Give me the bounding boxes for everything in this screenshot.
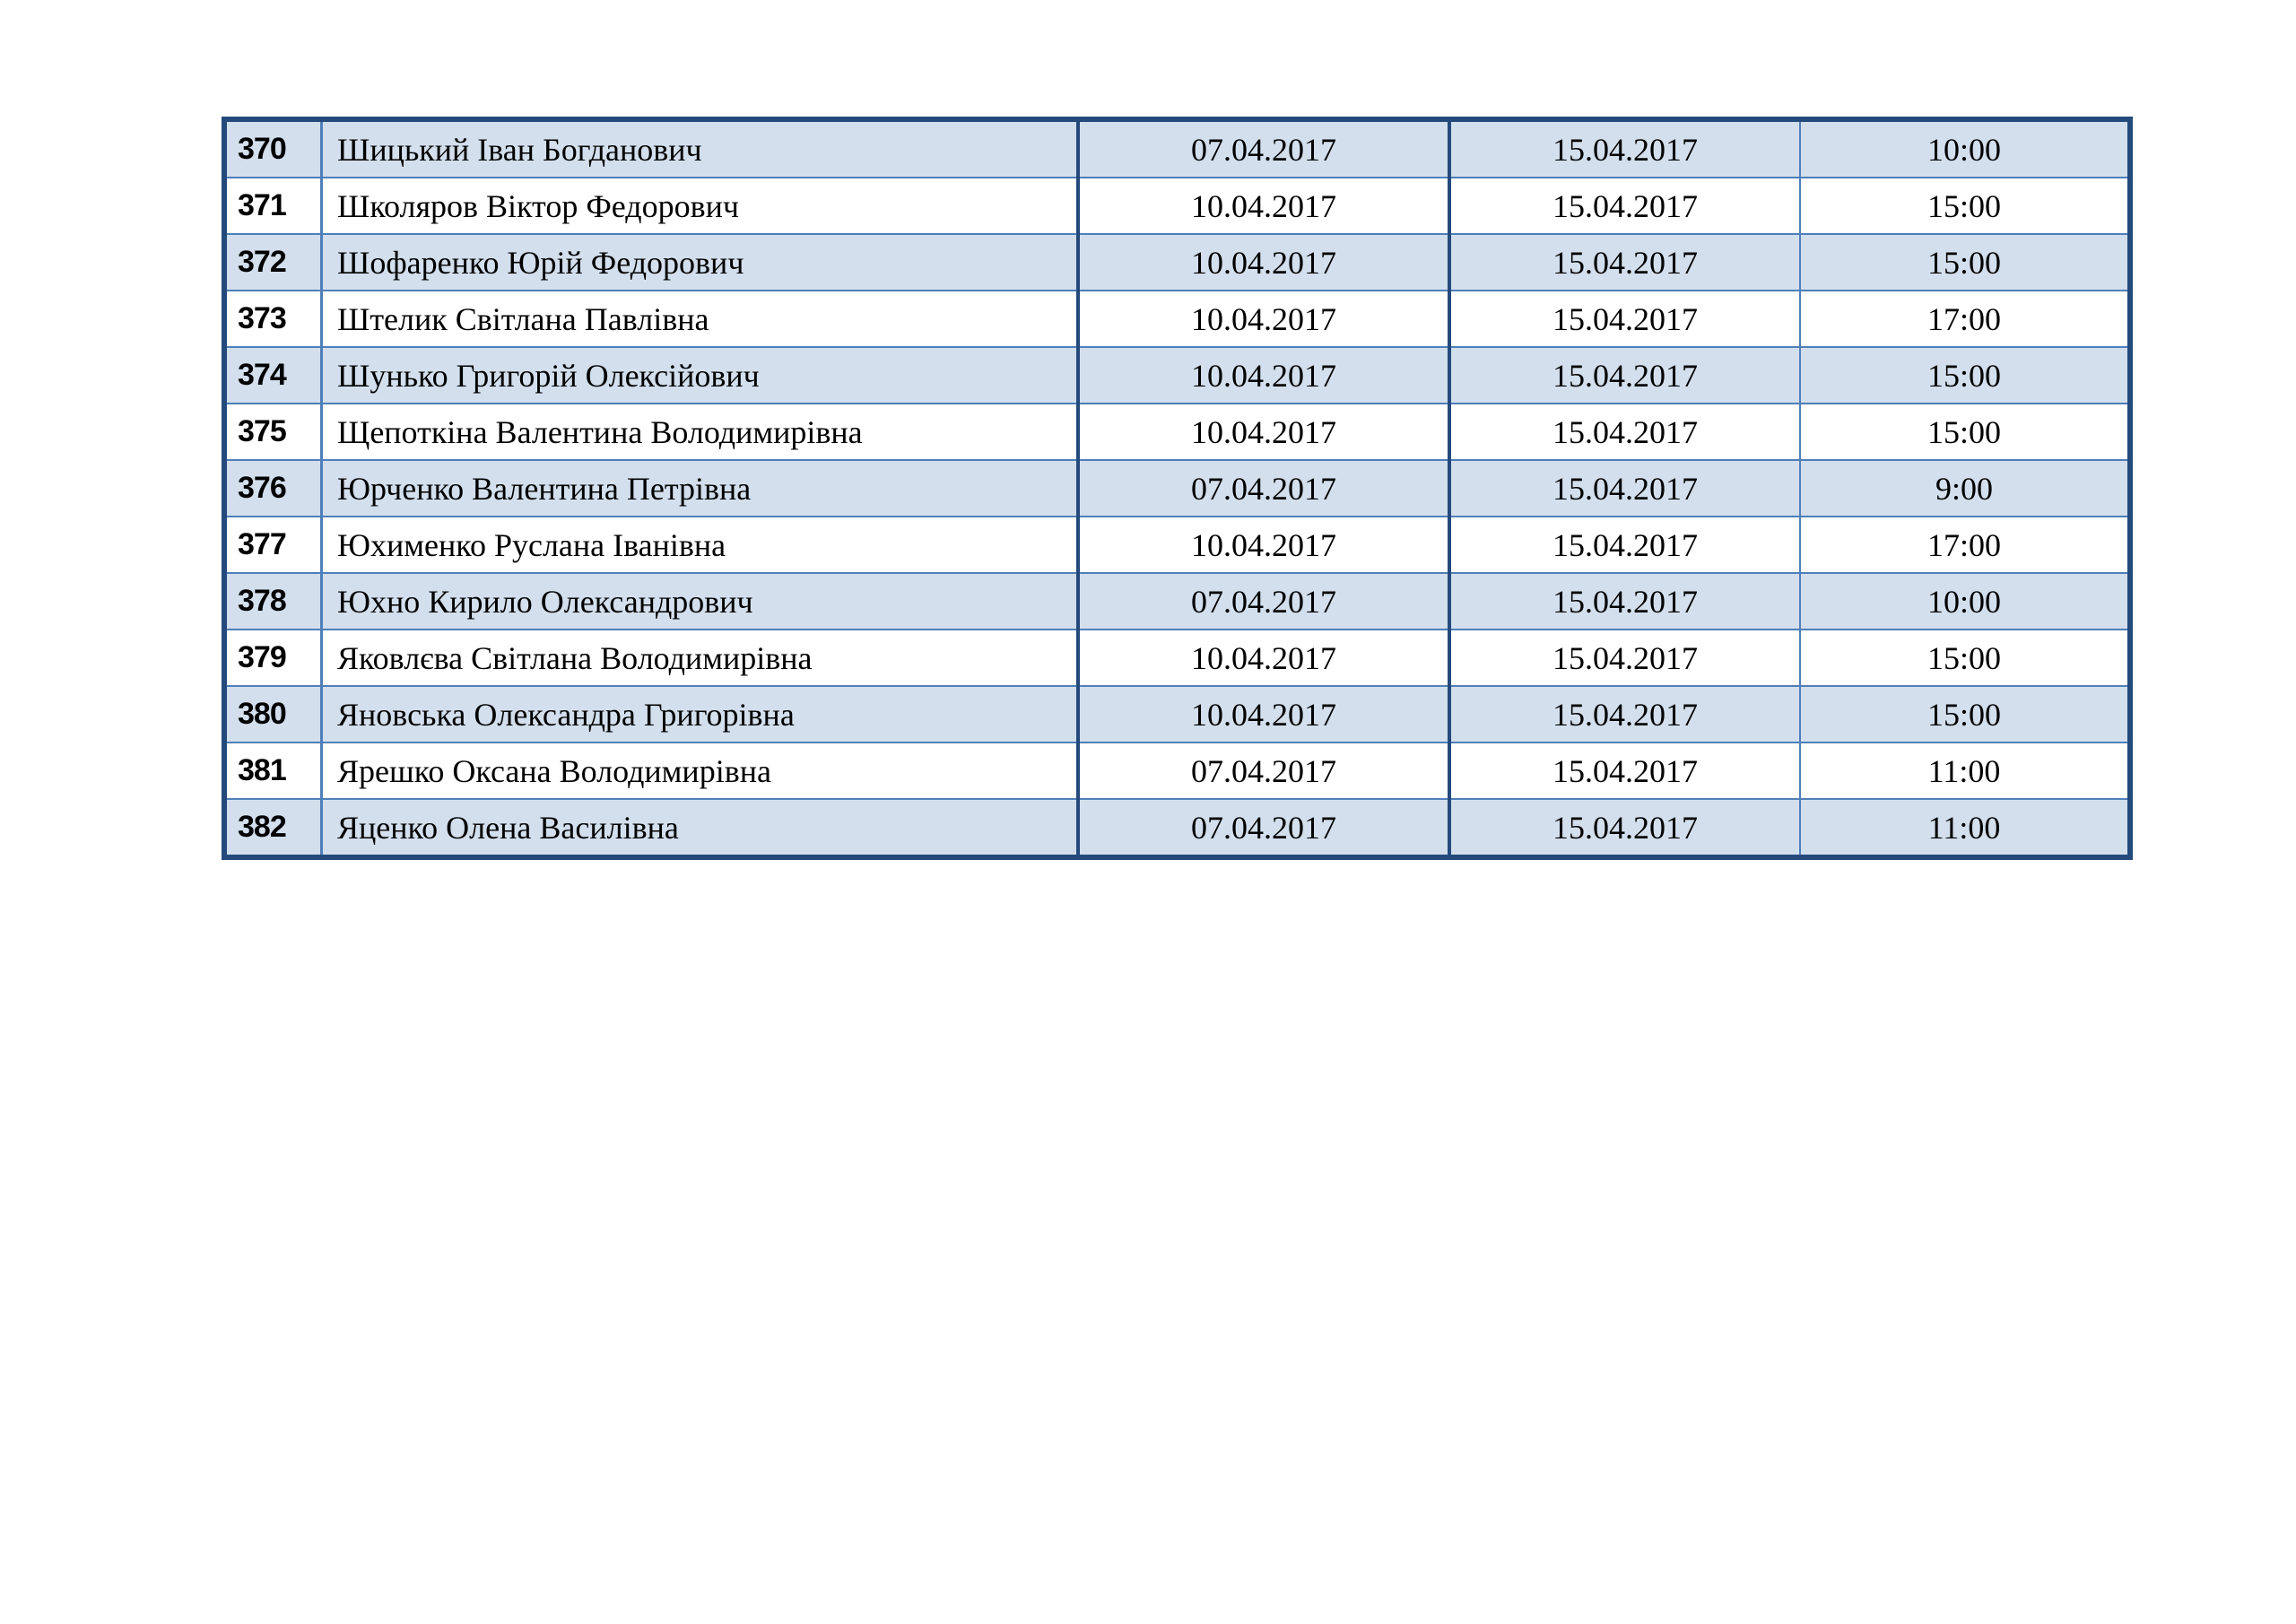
second-date: 15.04.2017 bbox=[1449, 119, 1800, 178]
first-date: 07.04.2017 bbox=[1078, 743, 1449, 799]
table-row bbox=[224, 799, 2130, 857]
table-row bbox=[224, 630, 2130, 686]
person-name: Яновська Олександра Григорівна bbox=[322, 686, 1079, 743]
second-date: 15.04.2017 bbox=[1449, 799, 1800, 857]
person-name: Юхно Кирило Олександрович bbox=[322, 573, 1079, 630]
row-number: 380 bbox=[224, 686, 322, 743]
table-row bbox=[224, 119, 2130, 178]
person-name: Шофаренко Юрій Федорович bbox=[322, 234, 1079, 291]
first-date: 10.04.2017 bbox=[1078, 686, 1449, 743]
row-number: 377 bbox=[224, 517, 322, 573]
person-name: Яковлєва Світлана Володимирівна bbox=[322, 630, 1079, 686]
time: 9:00 bbox=[1800, 460, 2130, 517]
time: 15:00 bbox=[1800, 630, 2130, 686]
first-date: 10.04.2017 bbox=[1078, 517, 1449, 573]
second-date: 15.04.2017 bbox=[1449, 347, 1800, 404]
person-name: Юрченко Валентина Петрівна bbox=[322, 460, 1079, 517]
second-date: 15.04.2017 bbox=[1449, 573, 1800, 630]
time: 15:00 bbox=[1800, 347, 2130, 404]
schedule-table-body bbox=[224, 119, 2130, 857]
row-number: 370 bbox=[224, 119, 322, 178]
row-number: 378 bbox=[224, 573, 322, 630]
person-name: Штелик Світлана Павлівна bbox=[322, 291, 1079, 347]
time: 15:00 bbox=[1800, 404, 2130, 460]
time: 17:00 bbox=[1800, 291, 2130, 347]
table-row bbox=[224, 686, 2130, 743]
second-date: 15.04.2017 bbox=[1449, 234, 1800, 291]
second-date: 15.04.2017 bbox=[1449, 460, 1800, 517]
time: 11:00 bbox=[1800, 743, 2130, 799]
row-number: 372 bbox=[224, 234, 322, 291]
table-row bbox=[224, 404, 2130, 460]
first-date: 10.04.2017 bbox=[1078, 347, 1449, 404]
time: 15:00 bbox=[1800, 178, 2130, 234]
first-date: 10.04.2017 bbox=[1078, 178, 1449, 234]
person-name: Школяров Віктор Федорович bbox=[322, 178, 1079, 234]
row-number: 375 bbox=[224, 404, 322, 460]
table-row bbox=[224, 743, 2130, 799]
row-number: 374 bbox=[224, 347, 322, 404]
table-row bbox=[224, 347, 2130, 404]
time: 15:00 bbox=[1800, 234, 2130, 291]
person-name: Шицький Іван Богданович bbox=[322, 119, 1079, 178]
person-name: Ярешко Оксана Володимирівна bbox=[322, 743, 1079, 799]
second-date: 15.04.2017 bbox=[1449, 517, 1800, 573]
first-date: 07.04.2017 bbox=[1078, 119, 1449, 178]
table-row bbox=[224, 234, 2130, 291]
second-date: 15.04.2017 bbox=[1449, 743, 1800, 799]
table-row bbox=[224, 460, 2130, 517]
second-date: 15.04.2017 bbox=[1449, 404, 1800, 460]
table-row bbox=[224, 291, 2130, 347]
first-date: 07.04.2017 bbox=[1078, 460, 1449, 517]
schedule-table bbox=[222, 117, 2133, 860]
first-date: 10.04.2017 bbox=[1078, 234, 1449, 291]
row-number: 379 bbox=[224, 630, 322, 686]
person-name: Яценко Олена Василівна bbox=[322, 799, 1079, 857]
second-date: 15.04.2017 bbox=[1449, 178, 1800, 234]
table-row bbox=[224, 517, 2130, 573]
time: 17:00 bbox=[1800, 517, 2130, 573]
first-date: 10.04.2017 bbox=[1078, 630, 1449, 686]
first-date: 10.04.2017 bbox=[1078, 404, 1449, 460]
first-date: 07.04.2017 bbox=[1078, 573, 1449, 630]
time: 15:00 bbox=[1800, 686, 2130, 743]
first-date: 10.04.2017 bbox=[1078, 291, 1449, 347]
second-date: 15.04.2017 bbox=[1449, 630, 1800, 686]
row-number: 373 bbox=[224, 291, 322, 347]
row-number: 376 bbox=[224, 460, 322, 517]
person-name: Щепоткіна Валентина Володимирівна bbox=[322, 404, 1079, 460]
row-number: 382 bbox=[224, 799, 322, 857]
second-date: 15.04.2017 bbox=[1449, 291, 1800, 347]
table-row bbox=[224, 573, 2130, 630]
table-row bbox=[224, 178, 2130, 234]
row-number: 381 bbox=[224, 743, 322, 799]
second-date: 15.04.2017 bbox=[1449, 686, 1800, 743]
person-name: Шунько Григорій Олексійович bbox=[322, 347, 1079, 404]
first-date: 07.04.2017 bbox=[1078, 799, 1449, 857]
row-number: 371 bbox=[224, 178, 322, 234]
person-name: Юхименко Руслана Іванівна bbox=[322, 517, 1079, 573]
time: 11:00 bbox=[1800, 799, 2130, 857]
time: 10:00 bbox=[1800, 119, 2130, 178]
time: 10:00 bbox=[1800, 573, 2130, 630]
